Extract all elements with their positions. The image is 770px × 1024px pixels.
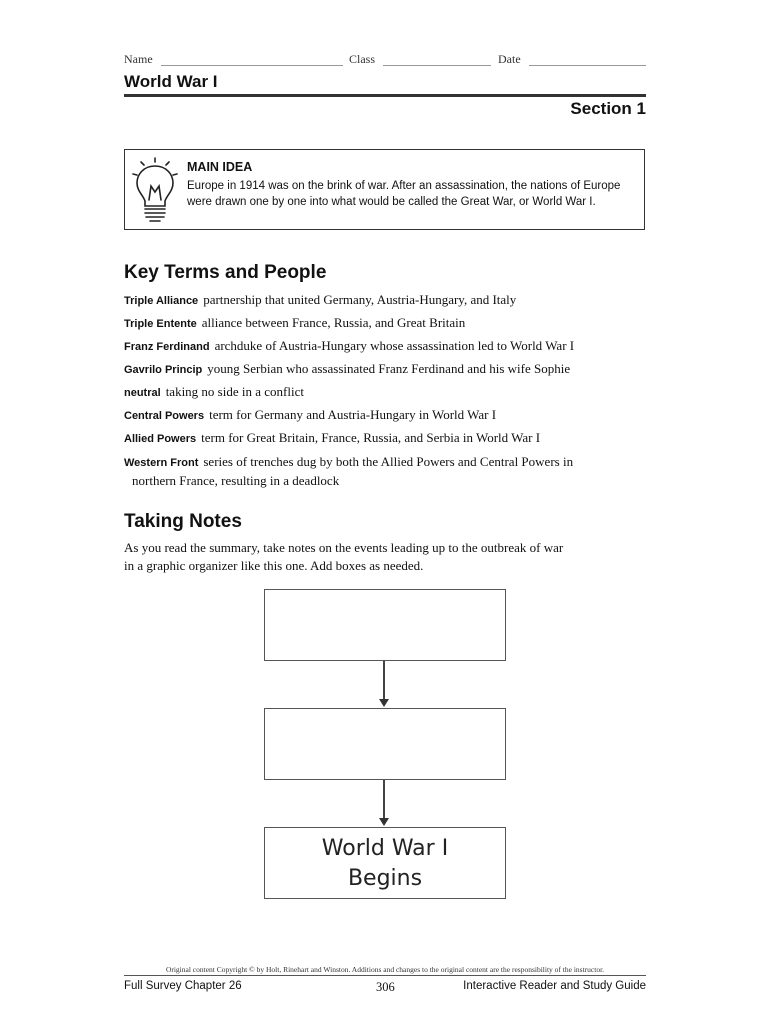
flow-arrow-line bbox=[383, 661, 385, 699]
term-name: Franz Ferdinand bbox=[124, 341, 210, 353]
term-definition: partnership that united Germany, Austria-Hungary, and Italy bbox=[203, 292, 517, 307]
page-number: 306 bbox=[376, 980, 395, 994]
term-name: Western Front bbox=[124, 457, 199, 469]
term-name: Central Powers bbox=[124, 410, 205, 422]
organizer-box-final bbox=[264, 827, 506, 899]
footer bbox=[124, 980, 646, 996]
term-definition: term for Germany and Austria-Hungary in World War I bbox=[209, 407, 497, 422]
term-row bbox=[124, 383, 646, 402]
term-definition: alliance between France, Russia, and Great Britain bbox=[201, 315, 466, 330]
copyright-notice: Original content Copyright © by Holt, Rinehart and Winston. Additions and changes to the original content are the responsibility of the instructor. bbox=[165, 965, 605, 974]
key-terms-heading: Key Terms and People bbox=[124, 262, 327, 283]
term-definition: term for Great Britain, France, Russia, and Serbia in World War I bbox=[201, 430, 541, 445]
footer-rule bbox=[124, 975, 646, 976]
arrow-down-icon bbox=[379, 818, 389, 826]
taking-notes-heading: Taking Notes bbox=[124, 511, 242, 532]
page-title: World War I bbox=[124, 72, 218, 91]
final-box-line2: Begins bbox=[347, 866, 423, 891]
class-label: Class bbox=[349, 52, 376, 66]
title-rule bbox=[124, 94, 646, 97]
footer-book-title: Interactive Reader and Study Guide bbox=[463, 980, 646, 992]
term-name: neutral bbox=[124, 387, 161, 399]
lightbulb-icon bbox=[131, 156, 179, 224]
date-field[interactable] bbox=[529, 52, 646, 66]
term-name: Allied Powers bbox=[124, 433, 197, 445]
arrow-down-icon bbox=[379, 699, 389, 707]
term-definition-continuation: northern France, resulting in a deadlock bbox=[132, 473, 340, 488]
term-row bbox=[124, 453, 646, 490]
term-definition: taking no side in a conflict bbox=[165, 384, 304, 399]
date-label: Date bbox=[498, 52, 521, 66]
term-row bbox=[124, 314, 646, 333]
main-idea-box bbox=[124, 149, 645, 230]
taking-notes-text: As you read the summary, take notes on the events leading up to the outbreak of war in a graphic organizer like this one. Add boxes as needed. bbox=[124, 540, 564, 573]
final-box-text bbox=[265, 834, 505, 894]
final-box-line1: World War I bbox=[321, 836, 449, 861]
organizer-box[interactable] bbox=[264, 708, 506, 780]
class-field[interactable] bbox=[383, 52, 491, 66]
term-row bbox=[124, 337, 646, 356]
name-label: Name bbox=[124, 52, 153, 66]
term-definition: series of trenches dug by both the Allied Powers and Central Powers in bbox=[203, 454, 574, 469]
organizer-box[interactable] bbox=[264, 589, 506, 661]
main-idea-text: Europe in 1914 was on the brink of war. After an assassination, the nations of Europe were drawn one by one into what would be called the Great War, or World War I. bbox=[187, 180, 621, 208]
term-row bbox=[124, 291, 646, 310]
name-field[interactable] bbox=[161, 52, 343, 66]
header-row bbox=[124, 52, 646, 70]
term-name: Triple Entente bbox=[124, 318, 197, 330]
term-row bbox=[124, 406, 646, 425]
main-idea-heading: MAIN IDEA bbox=[187, 160, 253, 174]
term-name: Triple Alliance bbox=[124, 295, 199, 307]
term-definition: young Serbian who assassinated Franz Ferdinand and his wife Sophie bbox=[207, 361, 571, 376]
footer-chapter: Full Survey Chapter 26 bbox=[124, 980, 242, 992]
term-row bbox=[124, 429, 646, 448]
term-name: Gavrilo Princip bbox=[124, 364, 203, 376]
term-definition: archduke of Austria-Hungary whose assassination led to World War I bbox=[214, 338, 575, 353]
term-row bbox=[124, 360, 646, 379]
flow-arrow-line bbox=[383, 780, 385, 818]
section-label: Section 1 bbox=[570, 99, 646, 118]
